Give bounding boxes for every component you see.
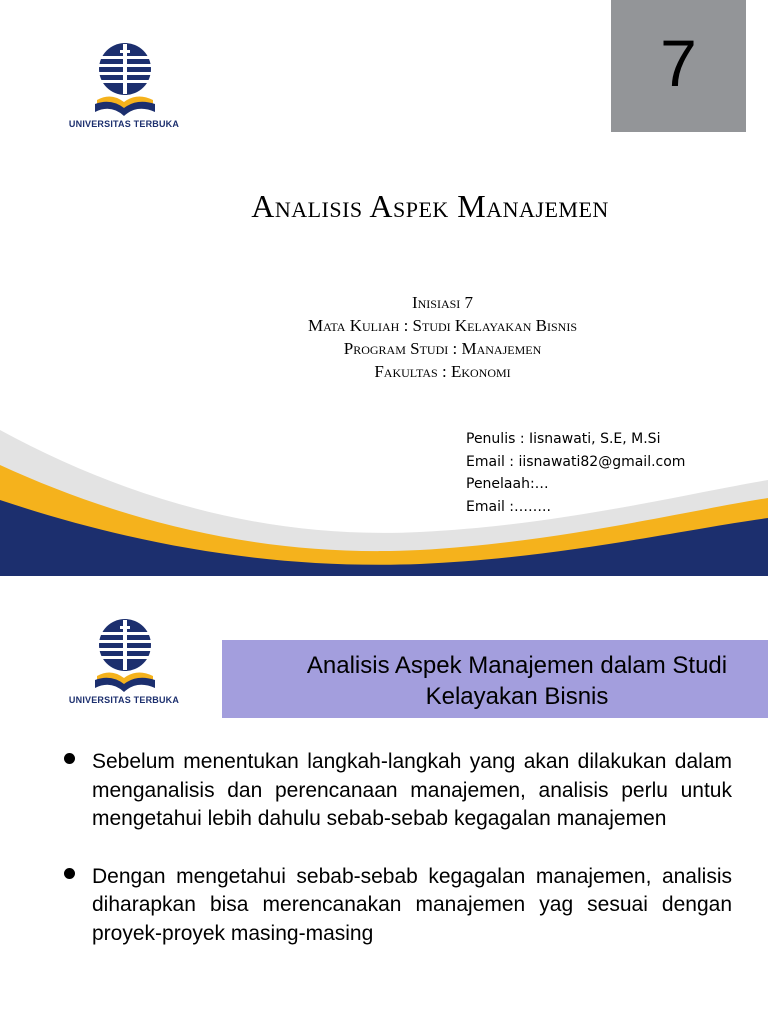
bullet-icon — [64, 868, 75, 879]
info-line: Inisiasi 7 — [411, 293, 474, 312]
author-line: Penelaah:… — [466, 476, 549, 492]
page-number-box — [611, 0, 746, 132]
author-line: Penulis : Iisnawati, S.E, M.Si — [466, 431, 661, 447]
bullet-icon — [64, 753, 75, 764]
bullet-item — [60, 748, 732, 834]
author-info — [466, 428, 756, 518]
page-number: 7 — [660, 26, 697, 100]
section-title-box — [222, 640, 768, 718]
info-line: Mata Kuliah : Studi Kelayakan Bisnis — [307, 316, 578, 335]
logo-text: UNIVERSITAS TERBUKA — [68, 119, 180, 129]
author-line: Email :…….. — [466, 498, 551, 515]
course-info — [150, 291, 735, 383]
bullet-text: Dengan mengetahui sebab-sebab kegagalan manajemen, analisis diharapkan bisa merencanakan manajemen yag sesuai dengan proyek-proyek masing-masing — [92, 864, 732, 945]
university-logo — [59, 42, 189, 137]
universitas-terbuka-logo — [59, 618, 189, 698]
university-logo — [59, 618, 189, 713]
logo-text: UNIVERSITAS TERBUKA — [68, 695, 180, 705]
info-line: Fakultas : Ekonomi — [374, 362, 511, 381]
section-title-line: Kelayakan Bisnis — [425, 683, 609, 710]
bullet-item — [60, 863, 732, 949]
content-slide — [0, 576, 768, 1024]
author-line: Email : iisnawati82@gmail.com — [466, 453, 686, 470]
slide-title: Analisis Aspek Manajemen — [251, 188, 609, 224]
universitas-terbuka-logo — [59, 42, 189, 122]
info-line: Program Studi : Manajemen — [343, 339, 542, 358]
section-title-line: Analisis Aspek Manajemen dalam Studi — [306, 652, 728, 679]
section-title — [222, 650, 768, 712]
bullet-text: Sebelum menentukan langkah-langkah yang akan dilakukan dalam menganalisis dan perencanaan manajemen, analisis perlu untuk mengetahui lebih dahulu sebab-sebab kegagalan manajemen — [92, 750, 732, 830]
bullet-list — [60, 748, 732, 977]
